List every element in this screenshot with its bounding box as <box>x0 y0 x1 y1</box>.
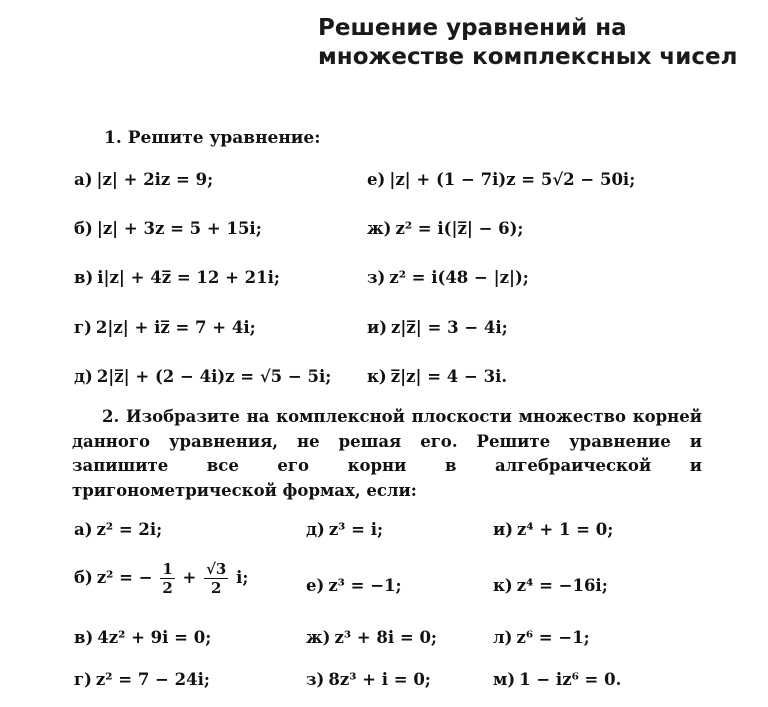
equation: 1 − iz⁶ = 0. <box>519 670 622 689</box>
equation: z|z̅| = 3 − 4i; <box>391 318 508 337</box>
equation: z⁴ = −16i; <box>516 576 608 595</box>
task-2-item-a <box>74 520 162 539</box>
item-label: к) <box>493 576 513 595</box>
page-title: Решение уравнений на множестве комплексных чисел <box>318 15 738 70</box>
equation: 4z² + 9i = 0; <box>97 628 212 647</box>
task-1-heading <box>104 128 321 148</box>
task-2-item-l <box>493 628 590 647</box>
item-label: е) <box>306 576 325 595</box>
task-2-item-d <box>306 520 383 539</box>
item-label: е) <box>367 170 386 189</box>
item-label: а) <box>74 170 93 189</box>
equation: 2|z| + iz̅ = 7 + 4i; <box>95 318 256 337</box>
task-1-item-b <box>74 219 262 238</box>
task-1-item-v <box>74 268 280 287</box>
equation: z² = i(|z̅| − 6); <box>395 219 524 238</box>
fraction-numerator: √3 <box>206 560 227 578</box>
task-1-item-z <box>367 268 529 287</box>
equation: z³ = −1; <box>328 576 402 595</box>
equation: z² = 2i; <box>96 520 163 539</box>
equation-lhs: z² = − <box>96 568 153 587</box>
task-1-number: 1. <box>104 128 122 148</box>
task-2-item-i <box>493 520 613 539</box>
task-1-item-i <box>367 318 508 337</box>
equation: z² = 7 − 24i; <box>95 670 210 689</box>
item-label: и) <box>493 520 514 539</box>
equation: z⁴ + 1 = 0; <box>517 520 614 539</box>
fraction-one-half <box>160 560 174 597</box>
item-label: в) <box>74 628 94 647</box>
task-2-prompt-block <box>72 405 702 503</box>
task-2-item-b <box>74 560 248 597</box>
item-label: в) <box>74 268 94 287</box>
fraction-numerator: 1 <box>162 560 173 578</box>
item-label: а) <box>74 520 93 539</box>
task-2-item-zh <box>306 628 437 647</box>
task-1-item-k <box>367 367 507 386</box>
item-label: д) <box>306 520 325 539</box>
item-label: б) <box>74 568 93 587</box>
task-1-item-zh <box>367 219 524 238</box>
task-2-item-v <box>74 628 211 647</box>
equation: |z| + 3z = 5 + 15i; <box>96 219 262 238</box>
fraction-denominator: 2 <box>211 579 222 597</box>
task-2-item-z <box>306 670 431 689</box>
fraction-sqrt3-half <box>204 560 228 597</box>
equation: z³ + 8i = 0; <box>334 628 438 647</box>
equation-rhs: i; <box>236 568 249 587</box>
item-label: г) <box>74 670 92 689</box>
item-label: б) <box>74 219 93 238</box>
equation: |z| + (1 − 7i)z = 5√2 − 50i; <box>389 170 636 189</box>
equation: 2|z̅| + (2 − 4i)z = √5 − 5i; <box>96 367 332 386</box>
equation: i|z| + 4z̅ = 12 + 21i; <box>97 268 280 287</box>
item-label: з) <box>306 670 325 689</box>
task-2-item-m <box>493 670 621 689</box>
item-label: г) <box>74 318 92 337</box>
equation: |z| + 2iz = 9; <box>96 170 214 189</box>
task-1-prompt: Решите уравнение: <box>127 128 321 148</box>
fraction-denominator: 2 <box>162 579 173 597</box>
item-label: д) <box>74 367 93 386</box>
task-2-item-e <box>306 576 402 595</box>
item-label: м) <box>493 670 516 689</box>
task-1-item-e <box>367 170 635 189</box>
item-label: з) <box>367 268 386 287</box>
item-label: ж) <box>367 219 392 238</box>
task-2-prompt: Изобразите на комплексной плоскости множество корней данного уравнения, не решая его. Решите уравнение и запишите все его корни в алгебраической и тригонометрической формах, если: <box>72 407 702 500</box>
item-label: ж) <box>306 628 331 647</box>
task-2-item-k <box>493 576 608 595</box>
item-label: л) <box>493 628 513 647</box>
equation: z² = i(48 − |z|); <box>389 268 529 287</box>
task-2-number: 2. <box>102 407 120 426</box>
equation: 8z³ + i = 0; <box>328 670 431 689</box>
equation: z̅|z| = 4 − 3i. <box>390 367 508 386</box>
equation: z⁶ = −1; <box>516 628 590 647</box>
task-2-item-g <box>74 670 210 689</box>
equation: z³ = i; <box>328 520 384 539</box>
task-1-item-a <box>74 170 213 189</box>
item-label: и) <box>367 318 388 337</box>
plus-sign: + <box>182 568 197 587</box>
task-1-item-g <box>74 318 256 337</box>
item-label: к) <box>367 367 387 386</box>
task-1-item-d <box>74 367 331 386</box>
